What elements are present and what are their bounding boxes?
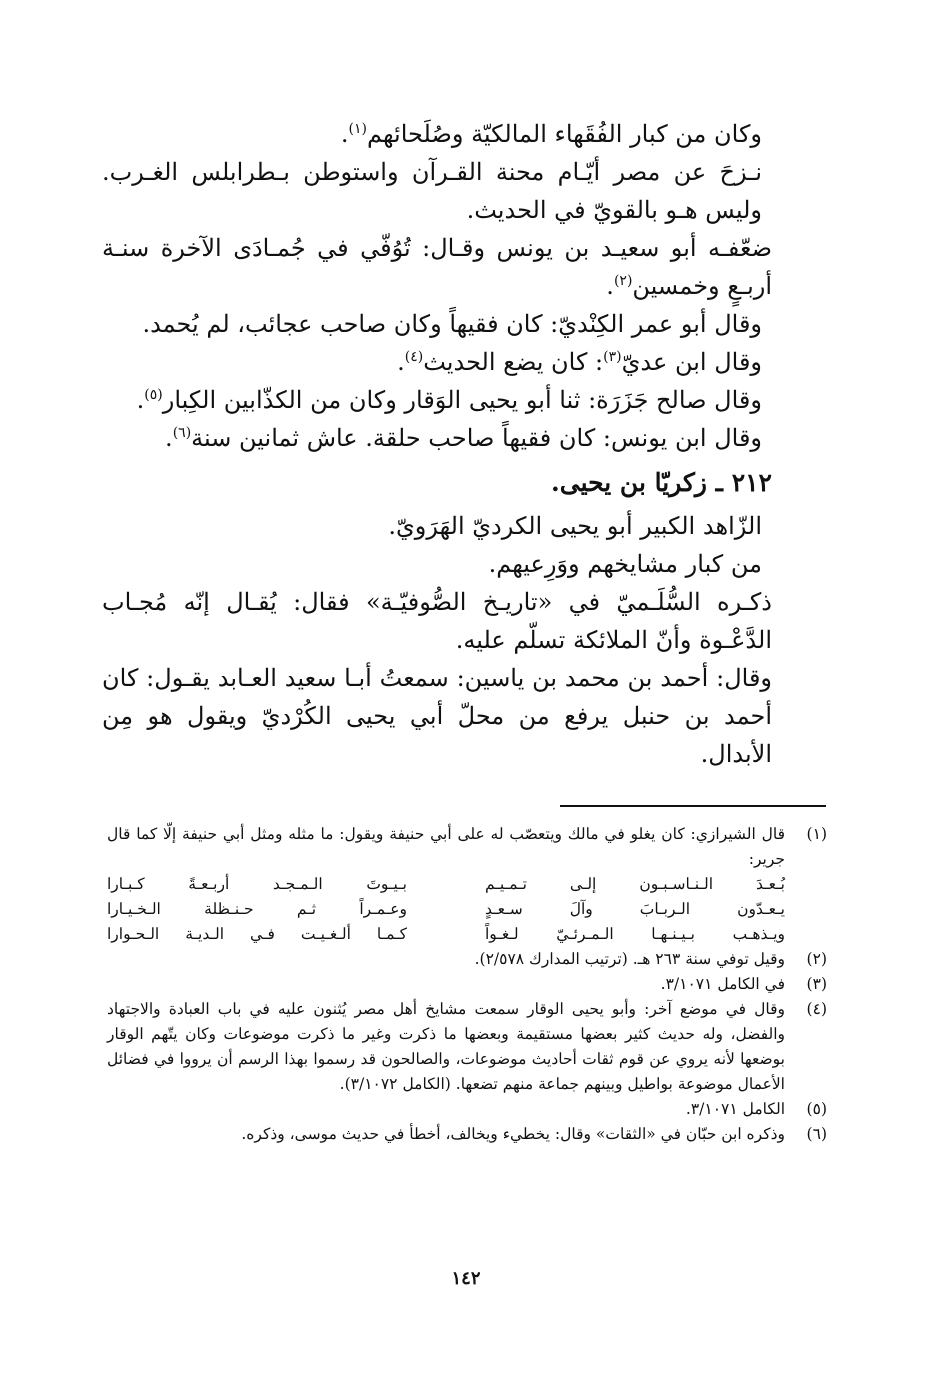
text-run: . bbox=[340, 120, 349, 148]
paragraph-8: الزّاهد الكبير أبو يحيى الكرديّ الهَرَويّ. bbox=[388, 512, 762, 540]
page-number: ١٤٢ bbox=[451, 1268, 481, 1289]
entry-heading: ٢١٢ ـ زكريّا بن يحيى. bbox=[551, 468, 772, 497]
text-run: . bbox=[606, 272, 614, 300]
verse-line-1 bbox=[107, 872, 785, 897]
footnote-text: وقيل توفي سنة ٢٦٣ هـ. (ترتيب المدارك ٢/٥٧٨). bbox=[474, 950, 785, 968]
footnote-ref-3[interactable]: (٣) bbox=[603, 349, 622, 365]
text-run: وقال ابن يونس: كان فقيهاً صاحب حلقة. عاش ثمانين سنة bbox=[191, 424, 762, 452]
footnote-text: وقال في موضع آخر: وأبو يحيى الوقار سمعت مشايخ أهل مصر يُثنون عليه في باب العبادة والاجتهاد والفضل، وله حديث كثير بعضها مستقيمة وبعضها ما ذكرت وغير ما ذكرت موضوعات وكان يتّهم الوقار بوضعها لأنه يروي عن قوم ثقات أحاديث موضوعات، والصالحون قد رسموا بهذا الرسم أن يرووا في فضائل الأعمال موضوعة بواطيل وبينهم جماعة منهم تضعها. (الكامل ٣/١٠٧٢). bbox=[107, 1000, 785, 1093]
verse-line-2 bbox=[107, 897, 785, 922]
text-run: وقال صالح جَزَرَة: ثنا أبو يحيى الوَقار وكان من الكذّابين الكِبار bbox=[162, 386, 762, 414]
verse-hemistich: يـعـدّون الـربـابَ وآلَ سـعـدٍ bbox=[485, 900, 785, 918]
footnote-body bbox=[107, 822, 785, 947]
footnote-number: (٥) bbox=[806, 1100, 827, 1118]
footnote-ref-5[interactable]: (٥) bbox=[144, 387, 163, 403]
paragraph-11: وقال: أحمد بن محمد بن ياسين: سمعتُ أبـا سعيد العـابد يقـول: كان أحمد بن حنبل يرفع من محلّ أبي يحيى الكُرْديّ ويقول هو مِن الأبدال. bbox=[102, 664, 772, 768]
text-run: . bbox=[397, 348, 405, 376]
verse-hemistich: كـمـا ألـغـيـت فـي الـديـة الـحـوارا bbox=[107, 925, 407, 943]
footnote-ref-2[interactable]: (٢) bbox=[613, 273, 633, 289]
footnote-text: في الكامل ٣/١٠٧١. bbox=[660, 975, 785, 993]
paragraph-3 bbox=[102, 229, 832, 305]
footnote-6 bbox=[107, 1122, 827, 1147]
verse-hemistich: بـيـوتَ الـمـجـد أربـعـةً كـبـارا bbox=[107, 875, 407, 893]
footnote-number: (٦) bbox=[806, 1125, 827, 1143]
footnote-ref-1[interactable]: (١) bbox=[348, 121, 367, 137]
footnotes bbox=[107, 822, 827, 1147]
footnote-number: (١) bbox=[806, 825, 827, 843]
footnote-text: قال الشيرازي: كان يغلو في مالك ويتعصّب له على أبي حنيفة ويقول: ما مثله ومثل أبي حنيفة إلّا كما قال جرير: bbox=[107, 825, 785, 868]
paragraph-9: من كبار مشايخهم ووَرِعيهم. bbox=[488, 550, 762, 578]
footnote-ref-6[interactable]: (٦) bbox=[172, 425, 192, 441]
text-run: وقال ابن عديّ bbox=[621, 348, 762, 376]
text-run: . bbox=[165, 424, 173, 452]
verse-hemistich: وعـمـراً ثـم حـنـظلة الـخـيـارا bbox=[107, 900, 407, 918]
text-run: : كان يضع الحديث bbox=[423, 348, 604, 376]
footnote-ref-4[interactable]: (٤) bbox=[404, 349, 424, 365]
footnote-5 bbox=[107, 1097, 827, 1122]
footnote-number: (٣) bbox=[806, 975, 827, 993]
paragraph-10: ذكـره السُّلَـميّ في «تاريـخ الصُّوفيّـة» فقال: يُقـال إنّه مُجـاب الدَّعْـوة وأنّ الملائكة تسلّم عليه. bbox=[102, 588, 772, 654]
paragraph-5 bbox=[102, 343, 832, 381]
text-run: . bbox=[136, 386, 145, 414]
footnote-number: (٢) bbox=[806, 950, 827, 968]
verse-line-3 bbox=[107, 922, 785, 947]
text-run: وكان من كبار الفُقَهاء المالكيّة وصُلَحائهم bbox=[367, 120, 762, 148]
footnote-divider bbox=[560, 805, 826, 807]
paragraph-7 bbox=[102, 419, 832, 457]
main-text bbox=[102, 115, 832, 773]
footnote-text: وذكره ابن حبّان في «الثقات» وقال: يخطيء ويخالف، أخطأ في حديث موسى، وذكره. bbox=[241, 1125, 785, 1143]
paragraph-2: نـزحَ عن مصر أيّـام محنة القـرآن واستوطن بـطرابلس الغـرب. وليس هـو بالقويّ في الحديث. bbox=[102, 158, 762, 224]
verse-hemistich: ويـذهـب بـيـنـهـا الـمـرئـيّ لـغـواً bbox=[485, 925, 785, 943]
footnote-3 bbox=[107, 972, 827, 997]
footnote-text: الكامل ٣/١٠٧١. bbox=[685, 1100, 785, 1118]
verse-hemistich: بُـعـدَ الـنـاسـبـون إلـى تـمـيـم bbox=[485, 875, 785, 893]
footnote-4 bbox=[107, 997, 827, 1097]
paragraph-6 bbox=[102, 381, 832, 419]
paragraph-4: وقال أبو عمر الكِنْديّ: كان فقيهاً وكان صاحب عجائب، لم يُحمد. bbox=[142, 310, 762, 338]
paragraph-1 bbox=[102, 115, 832, 153]
footnote-number: (٤) bbox=[806, 1000, 827, 1018]
footnote-2 bbox=[107, 947, 827, 972]
text-run: ضعّفـه أبو سعيـد بن يونس وقـال: تُوُفّي في جُمـادَى الآخرة سنـة أربـعٍ وخمسين bbox=[102, 234, 772, 300]
footnote-1 bbox=[107, 822, 827, 947]
